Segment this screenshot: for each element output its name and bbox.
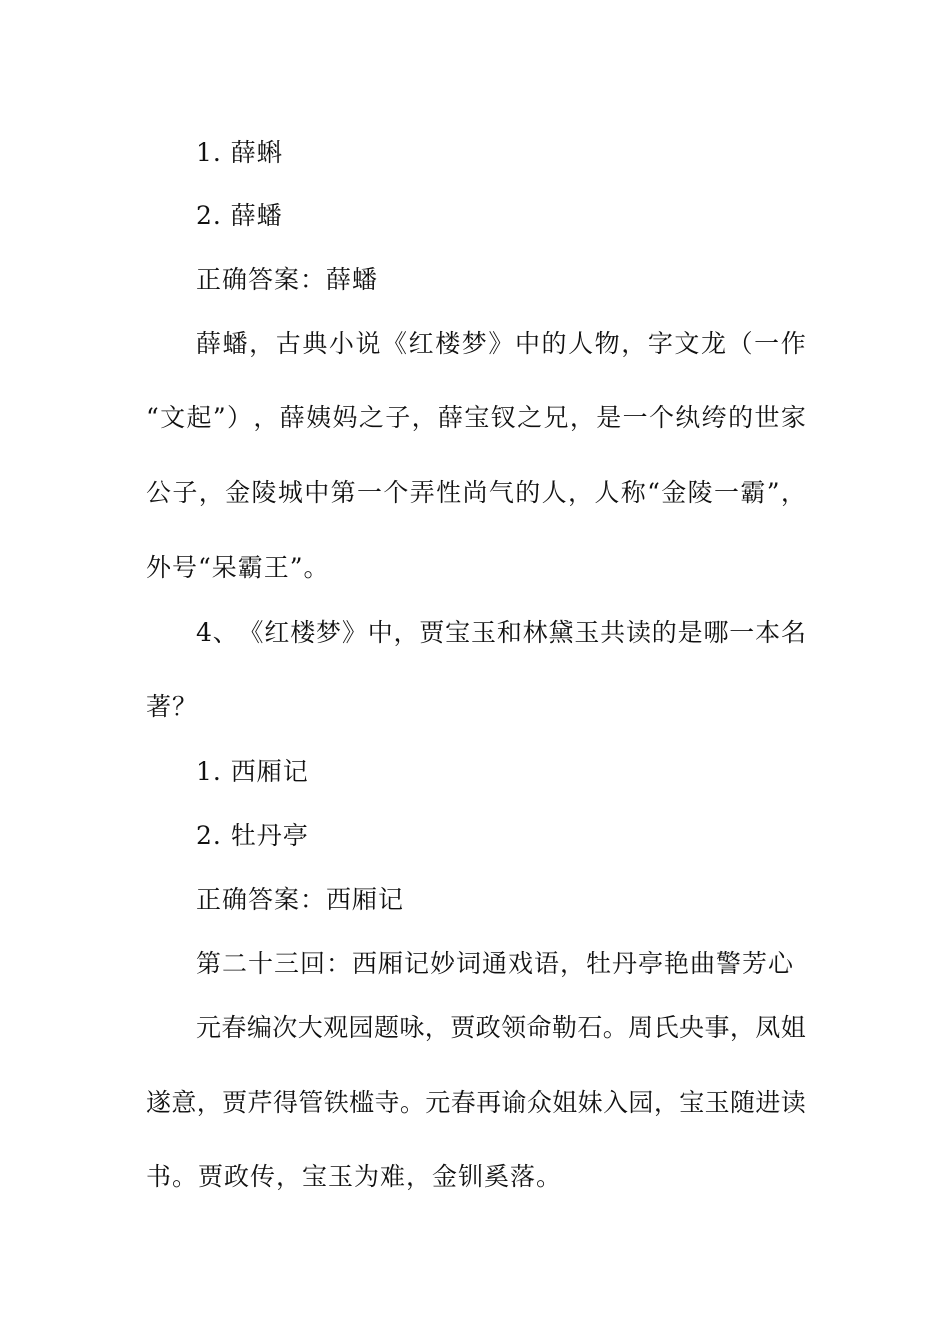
char: 个 (383, 478, 409, 507)
char: 园 (628, 1088, 654, 1117)
char: 人 (541, 478, 567, 507)
char: 之 (358, 403, 384, 432)
char: ， (424, 1013, 450, 1042)
char: 、 (212, 618, 238, 647)
char: 一 (729, 618, 755, 647)
char: 弄 (409, 478, 435, 507)
char: 元 (196, 1013, 222, 1042)
char: ， (653, 1088, 679, 1117)
answer-text: 正确答案：薛蟠 (196, 265, 379, 294)
char: 第 (330, 478, 356, 507)
char: 姐 (552, 1088, 578, 1117)
char: 个 (649, 403, 675, 432)
char: 气 (488, 478, 514, 507)
char: ” (212, 403, 226, 432)
char: 子 (172, 478, 198, 507)
explanation-line-1 (196, 328, 806, 360)
char: 寺 (374, 1088, 400, 1117)
char: 观 (323, 1013, 349, 1042)
char: 的 (728, 403, 754, 432)
char: 《 (382, 329, 408, 358)
char: 公 (146, 478, 172, 507)
char: 薛 (196, 329, 222, 358)
char: 园 (348, 1013, 374, 1042)
char: 再 (476, 1088, 502, 1117)
char: 龙 (700, 329, 726, 358)
char: ， (393, 618, 419, 647)
char: 春 (221, 1013, 247, 1042)
option-1-text: 1. 薛蝌 (196, 138, 283, 167)
explanation-line-2 (146, 402, 806, 434)
char: 进 (755, 1088, 781, 1117)
char: “ (647, 478, 660, 507)
char: 宝 (679, 1088, 705, 1117)
char: 。 (399, 1088, 425, 1117)
char: 子 (385, 403, 411, 432)
char: 贾 (222, 1088, 248, 1117)
option-1-text: 1. 西厢记 (196, 757, 309, 786)
char: 人 (594, 478, 620, 507)
char: 陵 (687, 478, 713, 507)
char: 领 (501, 1013, 527, 1042)
char: 字 (647, 329, 673, 358)
char: 中 (304, 478, 330, 507)
char: 石 (577, 1013, 603, 1042)
char: 城 (277, 478, 303, 507)
char: 铁 (323, 1088, 349, 1117)
char: 之 (517, 403, 543, 432)
answer-text: 正确答案：西厢记 (196, 885, 405, 914)
char: ， (569, 403, 595, 432)
char: 中 (514, 329, 540, 358)
char: ， (780, 478, 806, 507)
char: 一 (357, 478, 383, 507)
char: 说 (355, 329, 381, 358)
char: 槛 (349, 1088, 375, 1117)
char: 元 (425, 1088, 451, 1117)
char: 人 (568, 329, 594, 358)
char: 红 (408, 329, 434, 358)
char: （ (727, 329, 753, 358)
char: 妈 (332, 403, 358, 432)
char: 薛 (438, 403, 464, 432)
char: 玉 (574, 618, 600, 647)
question-line-2: 著？ (146, 692, 199, 721)
char: ， (253, 403, 279, 432)
char: 周 (628, 1013, 654, 1042)
char: 古 (275, 329, 301, 358)
char: 是 (596, 403, 622, 432)
char: 的 (651, 618, 677, 647)
char: 事 (704, 1013, 730, 1042)
char: 和 (496, 618, 522, 647)
char: 谕 (501, 1088, 527, 1117)
char: 题 (373, 1013, 399, 1042)
char: 一 (714, 478, 740, 507)
char: 遂 (146, 1088, 172, 1117)
char: 文 (674, 329, 700, 358)
char: 《 (238, 618, 264, 647)
char: 一 (622, 403, 648, 432)
char: 金 (225, 478, 251, 507)
char: 随 (729, 1088, 755, 1117)
char: 玉 (704, 1088, 730, 1117)
char: 得 (272, 1088, 298, 1117)
char: 兄 (543, 403, 569, 432)
question-line-1 (196, 617, 806, 649)
explanation-line-4: 外号“呆霸王”。 (146, 553, 330, 582)
char: 勒 (551, 1013, 577, 1042)
char: 小 (328, 329, 354, 358)
char: 典 (302, 329, 328, 358)
char: ， (411, 403, 437, 432)
char: 芹 (247, 1088, 273, 1117)
char: 共 (600, 618, 626, 647)
char: ， (568, 478, 594, 507)
char: 纨 (675, 403, 701, 432)
char: 编 (246, 1013, 272, 1042)
char: 政 (475, 1013, 501, 1042)
char: 绔 (701, 403, 727, 432)
option-2-text: 2. 薛蟠 (196, 201, 283, 230)
char: 的 (515, 478, 541, 507)
char: 霸 (740, 478, 766, 507)
char: 意 (171, 1088, 197, 1117)
char: 世 (754, 403, 780, 432)
char: 玉 (471, 618, 497, 647)
char: 名 (780, 618, 806, 647)
char: 一 (754, 329, 780, 358)
char: 蟠 (222, 329, 248, 358)
char: 凤 (755, 1013, 781, 1042)
char: 氏 (653, 1013, 679, 1042)
char: 起 (186, 403, 212, 432)
char: “ (146, 403, 159, 432)
char: 家 (780, 403, 806, 432)
char: 》 (341, 618, 367, 647)
char: 梦 (316, 618, 342, 647)
char: 管 (298, 1088, 324, 1117)
char: 贾 (450, 1013, 476, 1042)
char: 陵 (251, 478, 277, 507)
char: 黛 (548, 618, 574, 647)
char: 众 (526, 1088, 552, 1117)
char: 性 (436, 478, 462, 507)
char: ， (249, 329, 275, 358)
summary-line-3: 书。贾政传，宝玉为难，金钏奚落。 (146, 1162, 563, 1191)
char: 薛 (279, 403, 305, 432)
char: 命 (526, 1013, 552, 1042)
explanation-line-3 (146, 477, 806, 509)
char: 》 (488, 329, 514, 358)
char: 楼 (435, 329, 461, 358)
char: ， (198, 478, 224, 507)
char: 咏 (399, 1013, 425, 1042)
char: ” (766, 478, 780, 507)
char: 楼 (290, 618, 316, 647)
char: 入 (603, 1088, 629, 1117)
char: 红 (264, 618, 290, 647)
char: 中 (367, 618, 393, 647)
char: 。 (602, 1013, 628, 1042)
option-2-text: 2. 牡丹亭 (196, 821, 309, 850)
char: 哪 (703, 618, 729, 647)
char: ， (196, 1088, 222, 1117)
char: 央 (679, 1013, 705, 1042)
char: 梦 (461, 329, 487, 358)
char: 读 (625, 618, 651, 647)
char: 的 (541, 329, 567, 358)
char: 大 (297, 1013, 323, 1042)
char: 文 (160, 403, 186, 432)
char: ， (621, 329, 647, 358)
char: 贾 (419, 618, 445, 647)
char: 宝 (445, 618, 471, 647)
summary-line-1 (196, 1012, 806, 1044)
char: 宝 (464, 403, 490, 432)
char: 春 (450, 1088, 476, 1117)
summary-line-2 (146, 1087, 806, 1119)
char: 钗 (490, 403, 516, 432)
char: 物 (594, 329, 620, 358)
char: 4 (196, 618, 212, 647)
char: 姐 (780, 1013, 806, 1042)
char: 本 (755, 618, 781, 647)
char: 称 (620, 478, 646, 507)
char: 尚 (462, 478, 488, 507)
chapter-title: 第二十三回：西厢记妙词通戏语，牡丹亭艳曲警芳心 (196, 949, 795, 978)
char: ） (227, 403, 253, 432)
char: 作 (780, 329, 806, 358)
char: 次 (272, 1013, 298, 1042)
char: 妹 (577, 1088, 603, 1117)
char: 姨 (306, 403, 332, 432)
char: 是 (677, 618, 703, 647)
char: 金 (661, 478, 687, 507)
char: 林 (522, 618, 548, 647)
char: 读 (780, 1088, 806, 1117)
char: ， (729, 1013, 755, 1042)
